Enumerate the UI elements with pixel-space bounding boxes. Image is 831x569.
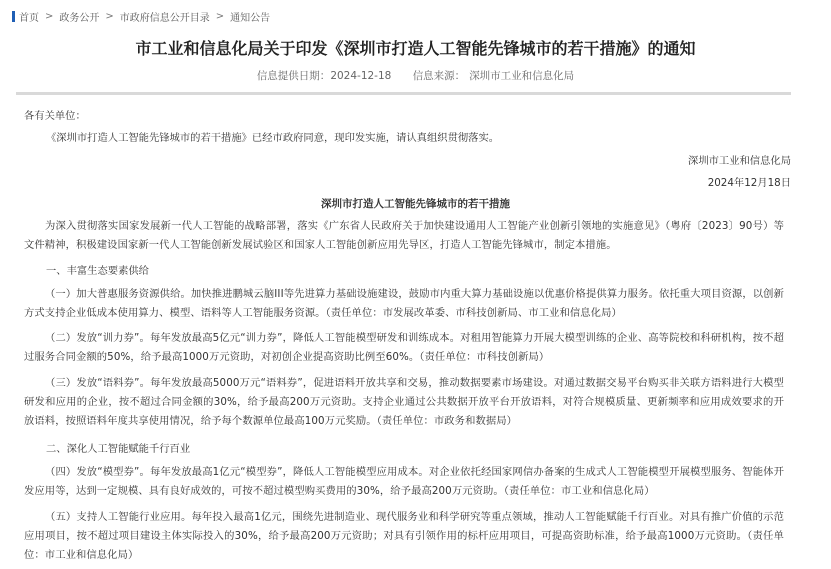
preface-paragraph: 为深入贯彻落实国家发展新一代人工智能的战略部署，落实《广东省人民政府关于加快建设通用人工智能产业创新引领地的实施意见》（粤府〔2023〕90号）等文件精神，积极建设国家新一代人工智能创新发展试验区和国家人工智能创新应用先导区，打造人工智能先锋城市，制定本措施。 xyxy=(24,220,784,251)
date-value: 2024-12-18 xyxy=(330,70,392,82)
signature-org: 深圳市工业和信息化局 xyxy=(688,155,791,167)
breadcrumb-gov-affairs-link[interactable]: 政务公开 xyxy=(59,13,100,24)
measure-item-1: （一）加大普惠服务资源供给。加快推进鹏城云脑III等先进算力基础设施建设，鼓励市内重大算力基础设施以优惠价格提供算力服务。依托重大项目资源，以创新方式支持企业低成本使用算力、模型、语料等人工智能服务资源。（责任单位：市发展改革委、市科技创新局、市工业和信息化局） xyxy=(24,288,784,319)
breadcrumb-directory-link[interactable]: 市政府信息公开目录 xyxy=(119,13,210,24)
breadcrumb-separator: > xyxy=(45,11,54,22)
measure-item-3: （三）发放“语料券”。每年发放最高5000万元“语料券”，促进语料开放共享和交易，推动数据要素市场建设。对通过数据交易平台购买非关联方语料进行大模型研发和应用的企业，按不超过合同金额的30%，给予最高200万元资助。支持企业通过公共数据开放平台开放语料，对符合规模质量、更新频率和应用成效要求的开放语料，按照语料年度共享使用情况，给予每个数源单位最高100万元奖励。（责任单位：市政务和数据局） xyxy=(24,377,784,427)
measure-item-5: （五）支持人工智能行业应用。每年投入最高1亿元，围绕先进制造业、现代服务业和科学研究等重点领域，推动人工智能赋能千行百业。对具有推广价值的示范应用项目，按不超过项目建设主体实际投入的30%，给予最高200万元资助；对具有引领作用的标杆应用项目，可提高资助标准，给予最高1000万元资助。（责任单位：市工业和信息化局） xyxy=(24,511,784,561)
page-title: 市工业和信息化局关于印发《深圳市打造人工智能先锋城市的若干措施》的通知 xyxy=(135,39,696,58)
breadcrumb-separator: > xyxy=(215,11,225,22)
intro-paragraph: 《深圳市打造人工智能先锋城市的若干措施》已经市政府同意，现印发实施，请认真组织贯彻落实。 xyxy=(46,132,500,144)
measure-item-2: （二）发放“训力券”。每年发放最高5亿元“训力券”，降低人工智能模型研发和训练成本。对租用智能算力开展大模型训练的企业、高等院校和科研机构，按不超过服务合同金额的50%，给予最高1000万元资助，对初创企业提高资助比例至60%。（责任单位：市科技创新局） xyxy=(24,332,784,363)
breadcrumb-separator: > xyxy=(105,11,114,22)
breadcrumb-home-link[interactable]: 首页 xyxy=(19,13,39,24)
date-label: 信息提供日期： xyxy=(256,70,331,82)
breadcrumb-notices-link[interactable]: 通知公告 xyxy=(230,13,271,24)
section-heading-1: 一、丰富生态要素供给 xyxy=(46,265,149,277)
signature-date: 2024年12月18日 xyxy=(707,177,791,189)
section-heading-2: 二、深化人工智能赋能千行百业 xyxy=(46,443,191,455)
document-title: 深圳市打造人工智能先锋城市的若干措施 xyxy=(321,198,510,210)
source-label: 信息来源： xyxy=(412,70,466,82)
salutation: 各有关单位： xyxy=(24,110,86,122)
measure-item-4: （四）发放“模型券”。每年发放最高1亿元“模型券”，降低人工智能模型应用成本。对企业依托经国家网信办备案的生成式人工智能模型开展模型服务、智能体开发应用等，达到一定规模、具有良好成效的，可按不超过模型购买费用的30%，给予最高200万元资助。（责任单位：市工业和信息化局） xyxy=(24,466,784,497)
source-value: 深圳市工业和信息化局 xyxy=(469,70,575,82)
